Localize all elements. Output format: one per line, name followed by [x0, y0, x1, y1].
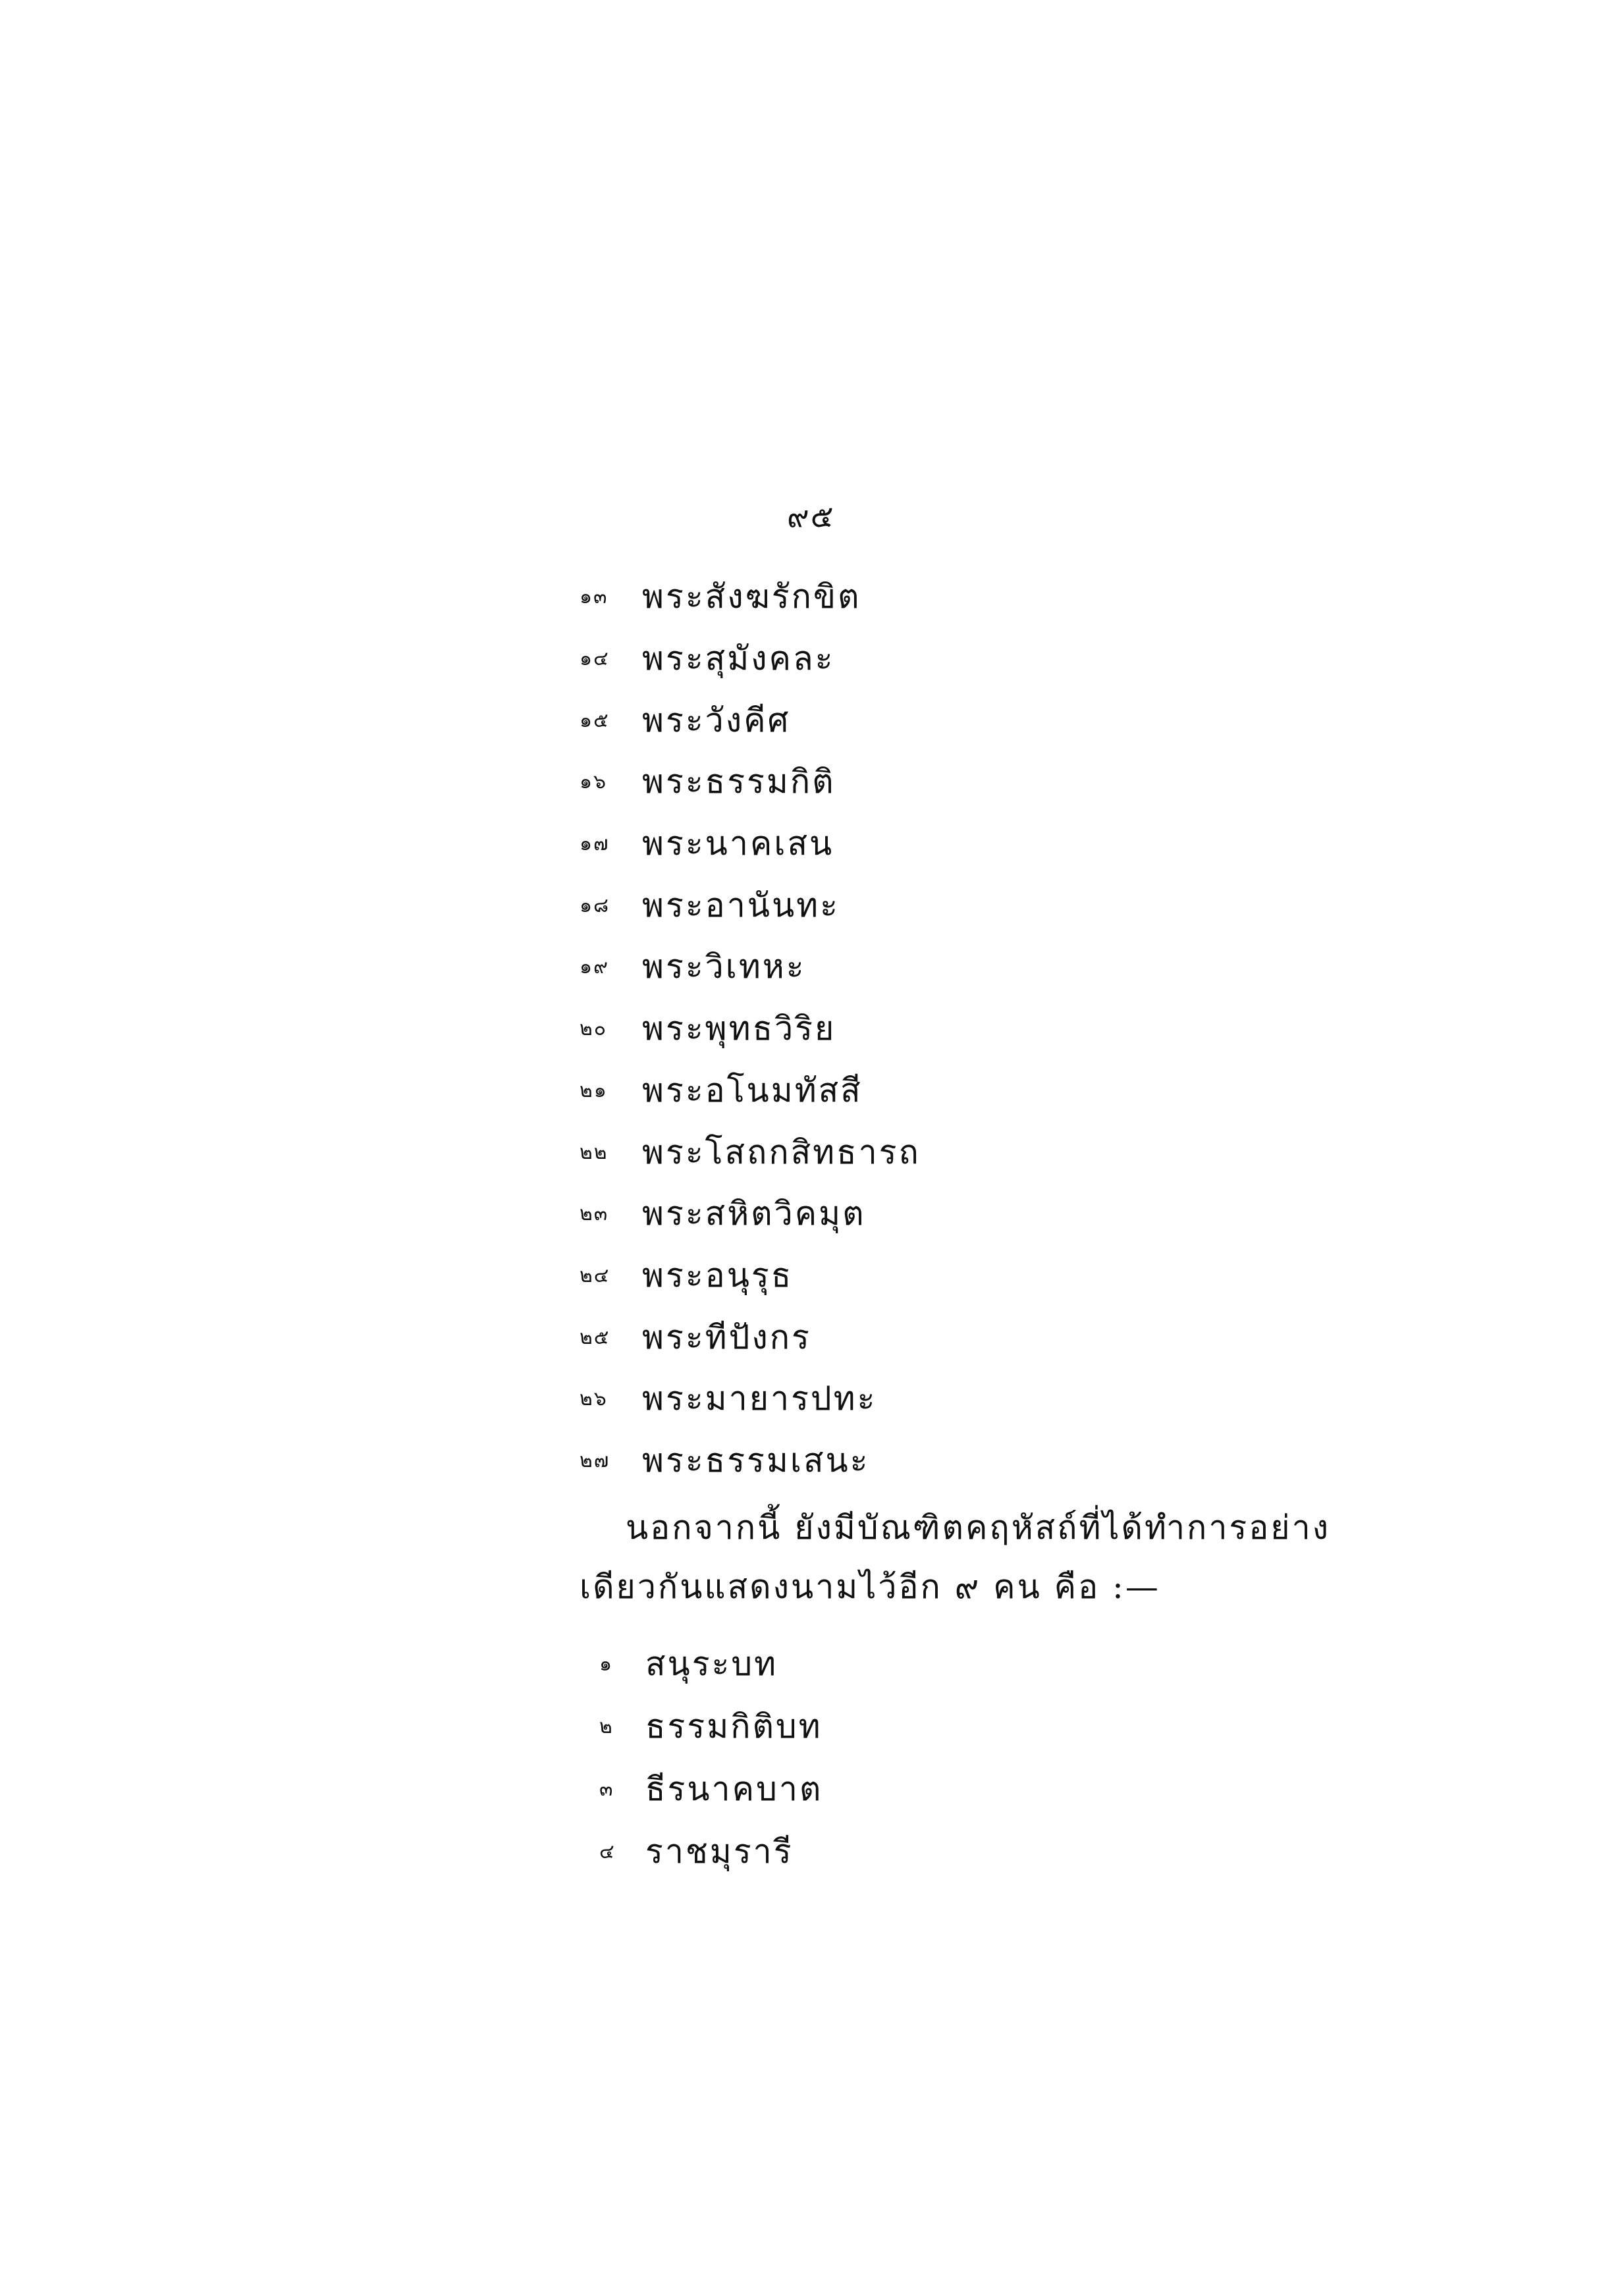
item-number: ๓	[599, 1778, 614, 1801]
item-name: พระพุทธวิริย	[642, 1009, 836, 1048]
list-item	[580, 566, 921, 628]
item-name: พระธรรมกิติ	[642, 762, 836, 801]
list-item	[599, 1821, 823, 1883]
item-number: ๑๘	[580, 894, 610, 917]
item-number: ๔	[599, 1840, 616, 1863]
list-item	[599, 1695, 823, 1758]
list-item	[580, 998, 921, 1060]
item-number: ๒	[599, 1715, 614, 1738]
monk-list	[580, 566, 921, 1491]
paragraph-line: นอกจากนี้ ยังมีบัณฑิตคฤหัสถ์ที่ได้ทำการอย่าง	[626, 1508, 1331, 1547]
item-name: พระทีปังกร	[642, 1318, 811, 1356]
item-number: ๒๔	[580, 1264, 610, 1287]
item-number: ๒๓	[580, 1202, 609, 1226]
item-name: ธีรนาคบาต	[645, 1770, 823, 1808]
item-number: ๒๗	[580, 1449, 610, 1472]
list-item	[580, 1121, 921, 1183]
item-name: พระอนุรุธ	[642, 1256, 794, 1295]
list-item	[599, 1633, 823, 1695]
list-item	[580, 1368, 921, 1430]
item-number: ๑๓	[580, 585, 608, 609]
list-item	[580, 1183, 921, 1245]
list-item	[580, 1306, 921, 1368]
item-number: ๒๐	[580, 1017, 608, 1041]
item-number: ๒๕	[580, 1325, 610, 1349]
item-name: พระสังฆรักขิต	[642, 577, 861, 616]
list-item	[580, 1430, 921, 1492]
list-item	[580, 874, 921, 936]
scholar-list	[599, 1633, 823, 1883]
item-name: พระสุมังคละ	[642, 639, 835, 678]
item-name: พระวิเทหะ	[642, 948, 806, 986]
item-number: ๑๖	[580, 770, 608, 794]
item-name: พระมายารปทะ	[642, 1379, 877, 1418]
list-item	[580, 628, 921, 690]
item-number: ๑	[599, 1653, 614, 1676]
item-number: ๑๔	[580, 647, 610, 671]
item-number: ๑๗	[580, 832, 610, 856]
item-name: พระวังคีศ	[642, 701, 791, 739]
item-name: พระสหิตวิคมุต	[642, 1194, 866, 1233]
item-name: พระนาคเสน	[642, 824, 834, 863]
item-name: พระอโนมทัสสี	[642, 1071, 863, 1109]
page-number: ๙๕	[787, 498, 835, 534]
list-item	[580, 813, 921, 875]
item-number: ๑๙	[580, 955, 610, 979]
item-number: ๒๑	[580, 1079, 608, 1102]
item-name: ราชมุรารี	[645, 1832, 794, 1871]
item-name: พระโสถกสิทธารถ	[642, 1133, 921, 1171]
item-name: พระธรรมเสนะ	[642, 1441, 870, 1480]
list-item	[580, 1245, 921, 1307]
item-name: พระอานันทะ	[642, 886, 840, 924]
item-name: ธรรมกิติบท	[645, 1707, 823, 1746]
list-item	[580, 751, 921, 813]
item-number: ๒๖	[580, 1387, 608, 1411]
body-paragraph	[580, 1498, 1370, 1616]
paragraph-line: เดียวกันแสดงนามไว้อีก ๙ คน คือ :—	[580, 1568, 1160, 1606]
list-item	[580, 1060, 921, 1122]
list-item	[599, 1758, 823, 1821]
list-item	[580, 936, 921, 998]
item-number: ๑๕	[580, 708, 610, 732]
list-item	[580, 689, 921, 751]
item-number: ๒๒	[580, 1140, 608, 1164]
item-name: สนุระบท	[645, 1645, 778, 1683]
